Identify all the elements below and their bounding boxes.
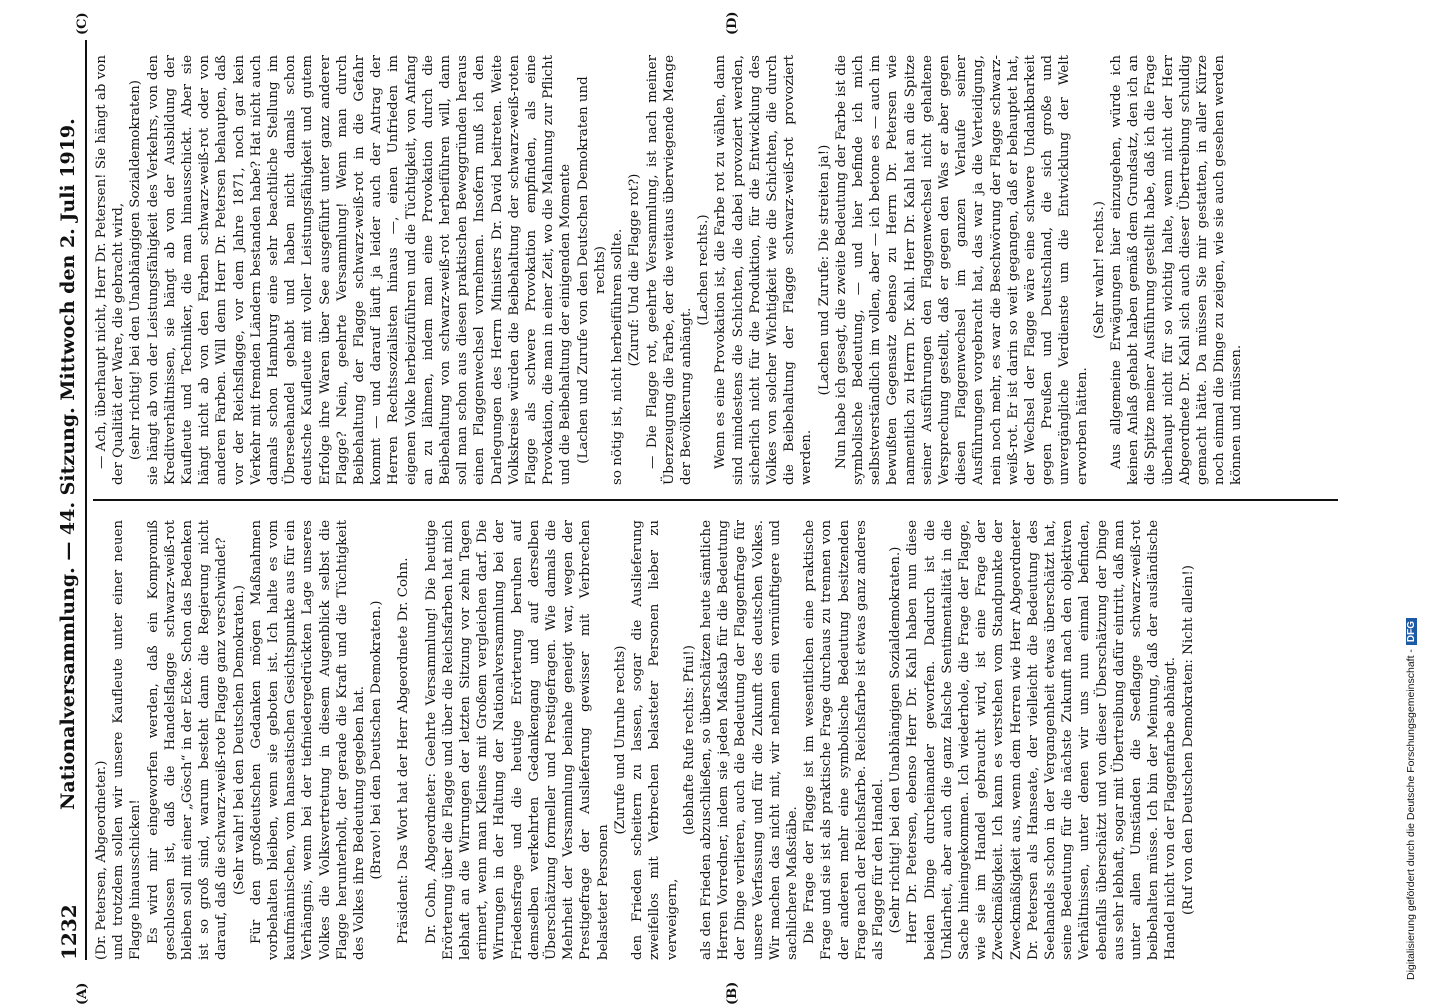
- paragraph: Die Frage der Flagge ist im wesentlichen eine praktische Frage und sie ist als praktische Frage durchaus zu trennen von der anderen mehr eine symbolische Bedeutung besitzenden Frage nach der Reichsfarbe. Reichsfarbe ist etwas ganz anderes als Flagge für den Handel.: [802, 520, 886, 960]
- interjection: (lebhafte Rufe rechts: Pfui!): [681, 645, 697, 835]
- credit-text: Digitalisierung gefördert durch die Deutsche Forschungsgemeinschaft -: [1405, 649, 1417, 980]
- interjection: (Zurufe und Unruhe rechts): [612, 645, 628, 835]
- paragraph: sie hängt ab von der Leistungsfähigkeit des Verkehrs, von den Kreditverhältnissen, sie hängt ab von der Ausbildung der Kaufleute und Techniker, die man hinausschickt. Aber sie hängt nicht ab von den Farben schwarz-weiß-rot oder von anderen Farben. Will denn Herr Dr. Petersen behaupten, daß vor der Reichsflagge, vor dem Jahre 1871, noch gar kein Verkehr mit fremden Ländern bestanden habe? Hat nicht auch damals schon Hamburg eine sehr beachtliche Stellung im Überseehandel gehabt und haben nicht damals schon deutsche Kaufleute mit voller Leistungsfähigkeit und gutem Erfolge ihre Waren über See ausgeführt unter ganz anderer Flagge? Nein, geehrte Versammlung! Wenn man durch Beibehaltung der Flagge schwarz-weiß-rot in die Gefahr kommt — und darauf läuft ja leider auch der Antrag der Herren Rechtssozialisten hinaus —, einen Unfrieden im eigenen Volke herbeizuführen und die Tüchtigkeit, von Anfang an zu lähmen, indem man eine Provokation durch die Beibehaltung von schwarz-weiß-rot herbeiführen will, dann soll man schon aus diesen praktischen Beweggründen heraus einen Flaggenwechsel vornehmen. Insofern muß ich den Darlegungen des Herrn Ministers Dr. David beitreten. Weite Volkskreise würden die Beibehaltung der schwarz-weiß-roten Flagge als schwere Provokation empfinden, als eine Provokation, die man in einer Zeit, wo die Mahnung zur Pflicht und die Beibehaltung der einigenden Momente: [145, 55, 574, 485]
- interjection: (Zuruf: Und die Flagge rot?): [627, 173, 643, 367]
- left-column: [93, 520, 1333, 960]
- margin-mark-d: (D): [725, 11, 740, 35]
- page-number: 1232: [57, 904, 81, 960]
- paragraph: so nötig ist, nicht herbeiführen sollte.: [610, 228, 626, 485]
- paragraph: Aus allgemeine Erwägungen hier einzugehen, würde ich keinen Anlaß gehabt haben gemäß dem Grundsatz, den ich an die Spitze meiner Ausführung gestellt habe, daß ich die Frage überhaupt nicht für so wichtig halte, wenn nicht der Herr Abgeordnete Dr. Kahl sich auch dieser Übertreibung schuldig gemacht hätte. Da müssen Sie mir gestatten, in aller Kürze noch einmal die Dinge zu zeigen, wie sie auch gesehen werden können und müssen.: [1108, 55, 1245, 485]
- right-column: [93, 55, 1333, 485]
- column-divider: [93, 499, 1338, 501]
- interjection: (Ruf von den Deutschen Demokraten: Nicht allein!): [1180, 565, 1196, 915]
- paragraph: Für den großdeutschen Gedanken mögen Maßnahmen vorbehalten bleiben, wenn sie geboten ist. Ich halte es vom kaufmännischen, vom hanseatischen Gesichtspunkte aus für ein Verhängnis, wenn bei der tiefniedergedrückten Lage unseres Volkes die Volksvertretung in diesem Augenblick selbst die Flagge herunterholt, der gerade die Kraft und die Tüchtigkeit des Volkes ihre Bedeutung gegeben hat.: [248, 520, 368, 960]
- paragraph: Herr Dr. Petersen, ebenso Herr Dr. Kahl haben nun diese beiden Dinge durcheinander geworfen. Dadurch ist die Unklarheit, aber auch die ganz falsche Sentimentalität in die Sache hineingekommen. Ich wiederhole, die Frage der Flagge, wie sie im Handel gebraucht wird, ist eine Frage der Zweckmäßigkeit. Ich kann es verstehen vom Standpunkte der Zweckmäßigkeit aus, wenn dem Herren wie Herr Abgeordneter Dr. Petersen als Hanseate, der vielleicht die Bedeutung des Seehandels schon in der Vergangenheit etwas überschätzt hat, seine Bedeutung für die nächste Zukunft nach den objektiven Verhältnissen, unter denen wir uns nun einmal befinden, ebenfalls überschätzt und von dieser Überschätzung der Dinge aus sehr lebhaft, sogar mit Übertreibung dafür eintritt, daß man unter allen Umständen die Seeflagge schwarz-weiß-rot beibehalten müsse. Ich bin der Meinung, daß der ausländische Handel nicht von der Flaggenfarbe abhängt.: [905, 520, 1179, 960]
- header-rule: [85, 40, 87, 960]
- paragraph: Wenn es eine Provokation ist, die Farbe rot zu wählen, dann sind mindestens die Schichten, die dabei provoziert werden, sicherlich nicht für die Produktion, für die Entwicklung des Volkes von solcher Wichtigkeit wie die Schichten, die durch die Beibehaltung der Flagge schwarz-weiß-rot provoziert werden.: [713, 55, 815, 485]
- paragraph: den Frieden scheitern zu lassen, sogar die Auslieferung zweifellos mit Verbrechen belasteter Personen lieber zu verweigern,: [630, 520, 680, 960]
- newspaper-page: [55, 11, 1355, 1005]
- margin-mark-c: (C): [75, 12, 90, 35]
- margin-mark-a: (A): [75, 982, 90, 1005]
- paragraph: als den Frieden abzuschließen, so überschätzen heute sämtliche Herren Vorredner, indem sie jeden Maßstab für die Bedeutung der Dinge verlieren, auch die Bedeutung der Flaggenfrage für unsere Verfassung und für die Zukunft des deutschen Volkes. Wir machen das nicht mit, wir nehmen ein vernünftigere und sachlichere Maßstäbe.: [698, 520, 800, 960]
- interjection: (Sehr wahr! rechts.): [1091, 201, 1107, 339]
- paragraph: (Dr. Petersen, Abgeordneter.): [94, 760, 109, 960]
- paragraph: — Die Flagge rot, geehrte Versammlung, ist nach meiner Überzeugung die Farbe, der die weitaus überwiegende Menge der Bevölkerung anhängt.: [644, 55, 694, 485]
- margin-mark-b: (B): [725, 981, 740, 1005]
- dfg-logo: DFG: [1406, 618, 1417, 645]
- page-title: Nationalversammlung. — 44. Sitzung. Mittwoch den 2. Juli 1919.: [57, 118, 79, 810]
- paragraph: Dr. Cohn, Abgeordneter: Geehrte Versammlung! Die heutige Erörterung über die Flagge und über die Reichsfarben hat mich lebhaft an die Wirrungen der letzten Sitzung vor zehn Tagen erinnert, wenn man Kleines mit Großem vergleichen darf. Die Wirrungen in der Haltung der Nationalversammlung bei der Friedensfrage und die heutige Erörterung beruhen auf demselben verkehrten Gedankengang und auf derselben Überschätzung formeller und Prestigefragen. Wie damals die Mehrheit der Versammlung beinahe geneigt war, wegen der Prestigefrage der Auslieferung gewisser mit Verbrechen belasteter Personen: [423, 520, 611, 960]
- paragraph: — Ach, überhaupt nicht, Herr Dr. Petersen! Sie hängt ab von der Qualität der Ware, die gebracht wird,: [94, 55, 127, 485]
- interjection: (Sehr richtig! bei den Unabhängigen Sozialdemokraten.): [888, 546, 904, 934]
- paragraph: Präsident: Das Wort hat der Herr Abgeordnete Dr. Cohn.: [396, 557, 412, 944]
- paragraph: und trotzdem sollen wir unsere Kaufleute unter einer neuen Flagge hinausschicken!: [111, 520, 144, 960]
- interjection: (Lachen und Zurufe: Die streiten ja!): [816, 144, 832, 396]
- paragraph: Es wird mir eingeworfen werden, daß ein Kompromiß geschlossen ist, daß die Handelsflagge schwarz-weiß-rot bleiben soll mit einer „Gösch“ in der Ecke. Schon das Bedenken ist so groß sind, warum besteht dann die Regierung nicht darauf, daß die schwarz-weiß-rote Flagge ganz verschwindet?: [145, 520, 230, 960]
- digitization-credit: [1405, 618, 1417, 980]
- page-header: [55, 40, 85, 960]
- interjection: (Sehr wahr! bei den Deutschen Demokraten.): [231, 585, 247, 895]
- interjection: (Lachen rechts.): [696, 214, 712, 326]
- paragraph: Nun habe ich gesagt, die zweite Bedeutung der Farbe ist die symbolische Bedeutung, — und hier befinde ich mich selbstverständlich im vollen, aber — ich betone es — auch im bewußten Gegensatz ebenso zu Herrn Dr. Petersen wie namentlich zu Herrn Dr. Kahl. Herr Dr. Kahl hat an die Spitze seiner Ausführungen den Flaggenwechsel nicht gehaltene Versprechung gestellt, daß er gegen den Was er aber gegen diesen Flaggenwechsel im ganzen Verlaufe seiner Ausführungen vorgebracht hat, das war ja die Verteidigung, nein noch mehr, es war die Beschwörung der Flagge schwarz-weiß-rot. Er ist darin so weit gegangen, daß er behauptet hat, der Wechsel der Flagge wäre eine schwere Undankbarkeit gegen Preußen und Deutschland, die sich große und unvergängliche Verdienste um die Entwicklung der Welt erworben hätten.: [833, 55, 1090, 485]
- interjection: (Bravo! bei den Deutschen Demokraten.): [369, 600, 385, 880]
- interjection: (Lachen und Zurufe von den Deutschen Demokraten und rechts): [575, 76, 608, 464]
- interjection: (sehr richtig! bei den Unabhängigen Sozialdemokraten): [128, 79, 144, 461]
